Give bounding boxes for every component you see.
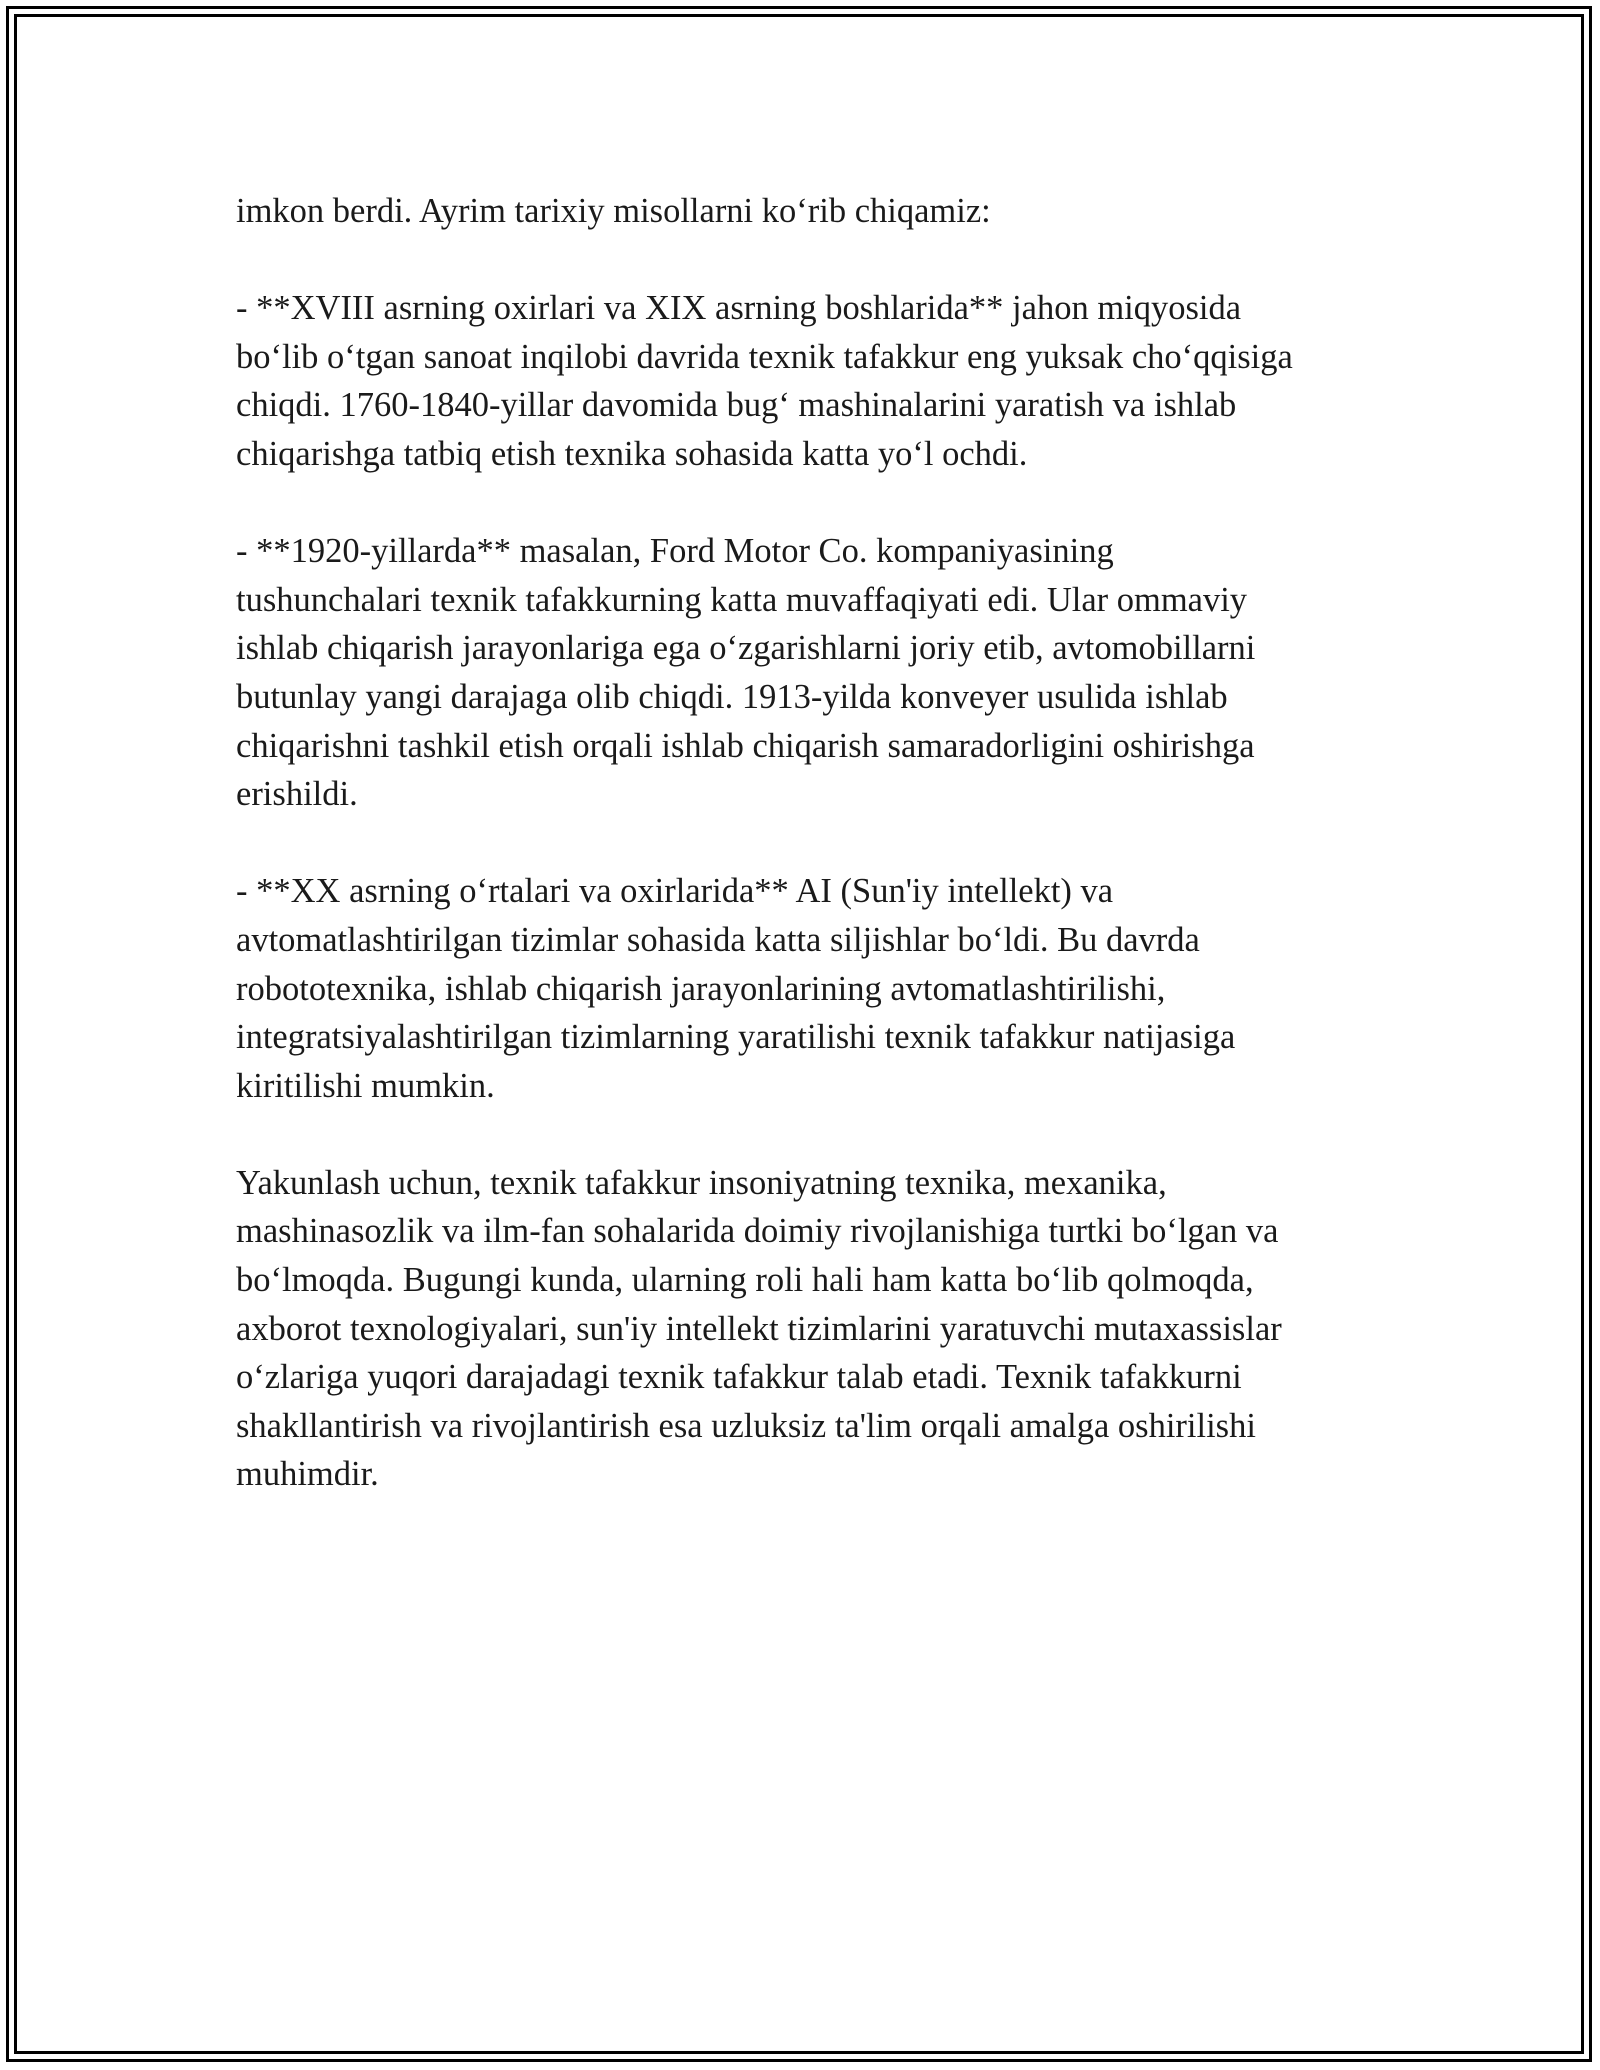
paragraph-industrial-revolution: - **XVIII asrning oxirlari va XIX asrning boshlarida** jahon miqyosida bo‘lib o‘tgan sanoat inqilobi davrida texnik tafakkur eng yuksak cho‘qqisiga chiqdi. 1760-1840-yillar davomida bug‘ mashinalarini yaratish va ishlab chiqarishga tatbiq etish texnika sohasida katta yo‘l ochdi.: [236, 289, 1293, 473]
paragraph-conclusion: Yakunlash uchun, texnik tafakkur insoniyatning texnika, mexanika, mashinasozlik va ilm-fan sohalarida doimiy rivojlanishiga turtki bo‘lgan va bo‘lmoqda. Bugungi kunda, ularning roli hali ham katta bo‘lib qolmoqda, axborot texnologiyalari, sun'iy intellekt tizimlarini yaratuvchi mutaxassislar o‘zlariga yuqori darajadagi texnik tafakkur talab etadi. Texnik tafakkurni shakllantirish va rivojlantirish esa uzluksiz ta'lim orqali amalga oshirilishi muhimdir.: [236, 1163, 1282, 1494]
paragraph-ford-1920s: - **1920-yillarda** masalan, Ford Motor Co. kompaniyasining tushunchalari texnik tafakkurning katta muvaffaqiyati edi. Ular ommaviy ishlab chiqarish jarayonlariga ega o‘zgarishlarni joriy etib, avtomobillarni butunlay yangi darajaga olib chiqdi. 1913-yilda konveyer usulida ishlab chiqarishni tashkil etish orqali ishlab chiqarish samaradorligini oshirishga erishildi.: [236, 532, 1256, 814]
paragraph-ai-automation: - **XX asrning o‘rtalari va oxirlarida** AI (Sun'iy intellekt) va avtomatlashtirilgan tizimlar sohasida katta siljishlar bo‘ldi. Bu davrda robototexnika, ishlab chiqarish jarayonlarining avtomatlashtirilishi, integratsiyalashtirilgan tizimlarning yaratilishi texnik tafakkur natijasiga kiritilishi mumkin.: [236, 872, 1236, 1105]
document-body: [236, 187, 1386, 1548]
paragraph-intro: imkon berdi. Ayrim tarixiy misollarni ko‘rib chiqamiz:: [236, 192, 991, 230]
